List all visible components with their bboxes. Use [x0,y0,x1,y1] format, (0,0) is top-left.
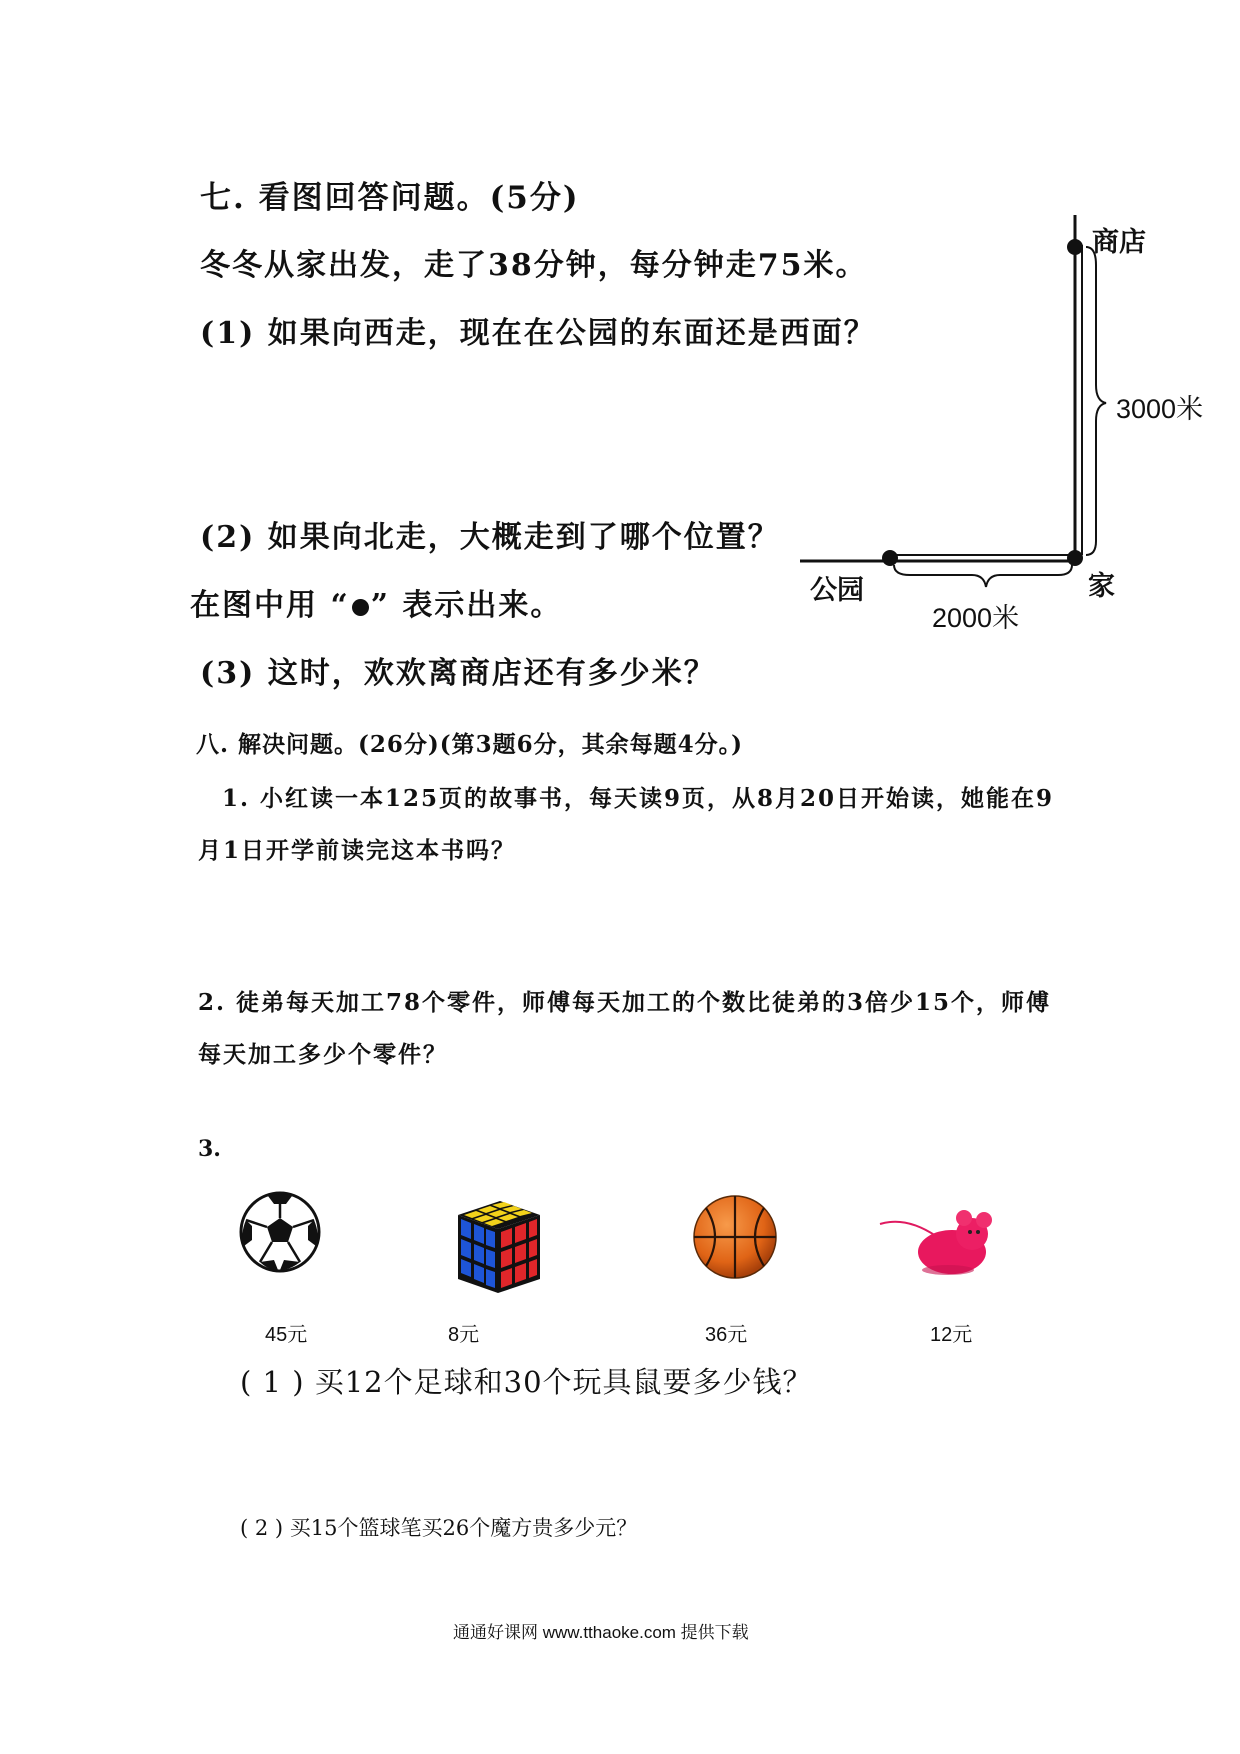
shop-point [1067,239,1083,255]
section8-title: 八. 解决问题。(26分)(第3题6分，其余每题4分。) [196,731,744,758]
problem-3-subquestion-1: ( 1 ) 买12个足球和30个玩具鼠要多少钱？ [240,1365,813,1399]
rubiks-cube-icon [454,1197,544,1297]
problem-3-number: 3. [198,1136,221,1162]
question-7-2-note [190,580,562,624]
note-text-before: 在图中用 “ [190,588,350,623]
footer-source: 通通好课网 www.tthaoke.com 提供下载 [453,1623,749,1642]
toy-mouse-icon [876,1196,1002,1280]
map-label-home: 家 [1088,571,1115,601]
map-label-north-distance: 3000米 [1116,394,1204,424]
basketball-icon [690,1192,780,1282]
price-toy-mouse: 12元 [930,1324,973,1346]
question-7-2: (2) 如果向北走，大概走到了哪个位置？ [200,520,780,555]
note-text-after: ” 表示出来。 [370,588,563,623]
park-point [882,550,898,566]
horizontal-brace [894,565,1072,587]
problem-1-line1: 1. 小红读一本125页的故事书，每天读9页，从8月20日开始读，她能在9 [222,785,1055,812]
vertical-brace [1086,247,1106,555]
problem-3-subquestion-2: ( 2 ) 买15个篮球笔买26个魔方贵多少元？ [240,1516,638,1540]
filled-dot-icon [352,599,369,616]
question-7-3: (3) 这时，欢欢离商店还有多少米？ [200,656,716,691]
map-label-park: 公园 [810,575,864,605]
problem-2-line2: 每天加工多少个零件？ [198,1041,448,1068]
question-7-1: (1) 如果向西走，现在在公园的东面还是西面？ [200,316,876,351]
problem-1-line2: 月1日开学前读完这本书吗？ [198,837,517,864]
price-soccer-ball: 45元 [265,1324,308,1346]
soccer-ball-icon [238,1190,322,1274]
section7-intro: 冬冬从家出发，走了38分钟，每分钟走75米。 [200,248,868,283]
section7-title: 七. 看图回答问题。(5分) [200,180,580,216]
home-point [1067,550,1083,566]
map-label-west-distance: 2000米 [932,603,1020,633]
price-basketball: 36元 [705,1324,748,1346]
price-rubiks-cube: 8元 [448,1324,480,1346]
problem-2-line1: 2. 徒弟每天加工78个零件，师傅每天加工的个数比徒弟的3倍少15个，师傅 [198,989,1052,1016]
map-label-shop: 商店 [1092,227,1146,257]
